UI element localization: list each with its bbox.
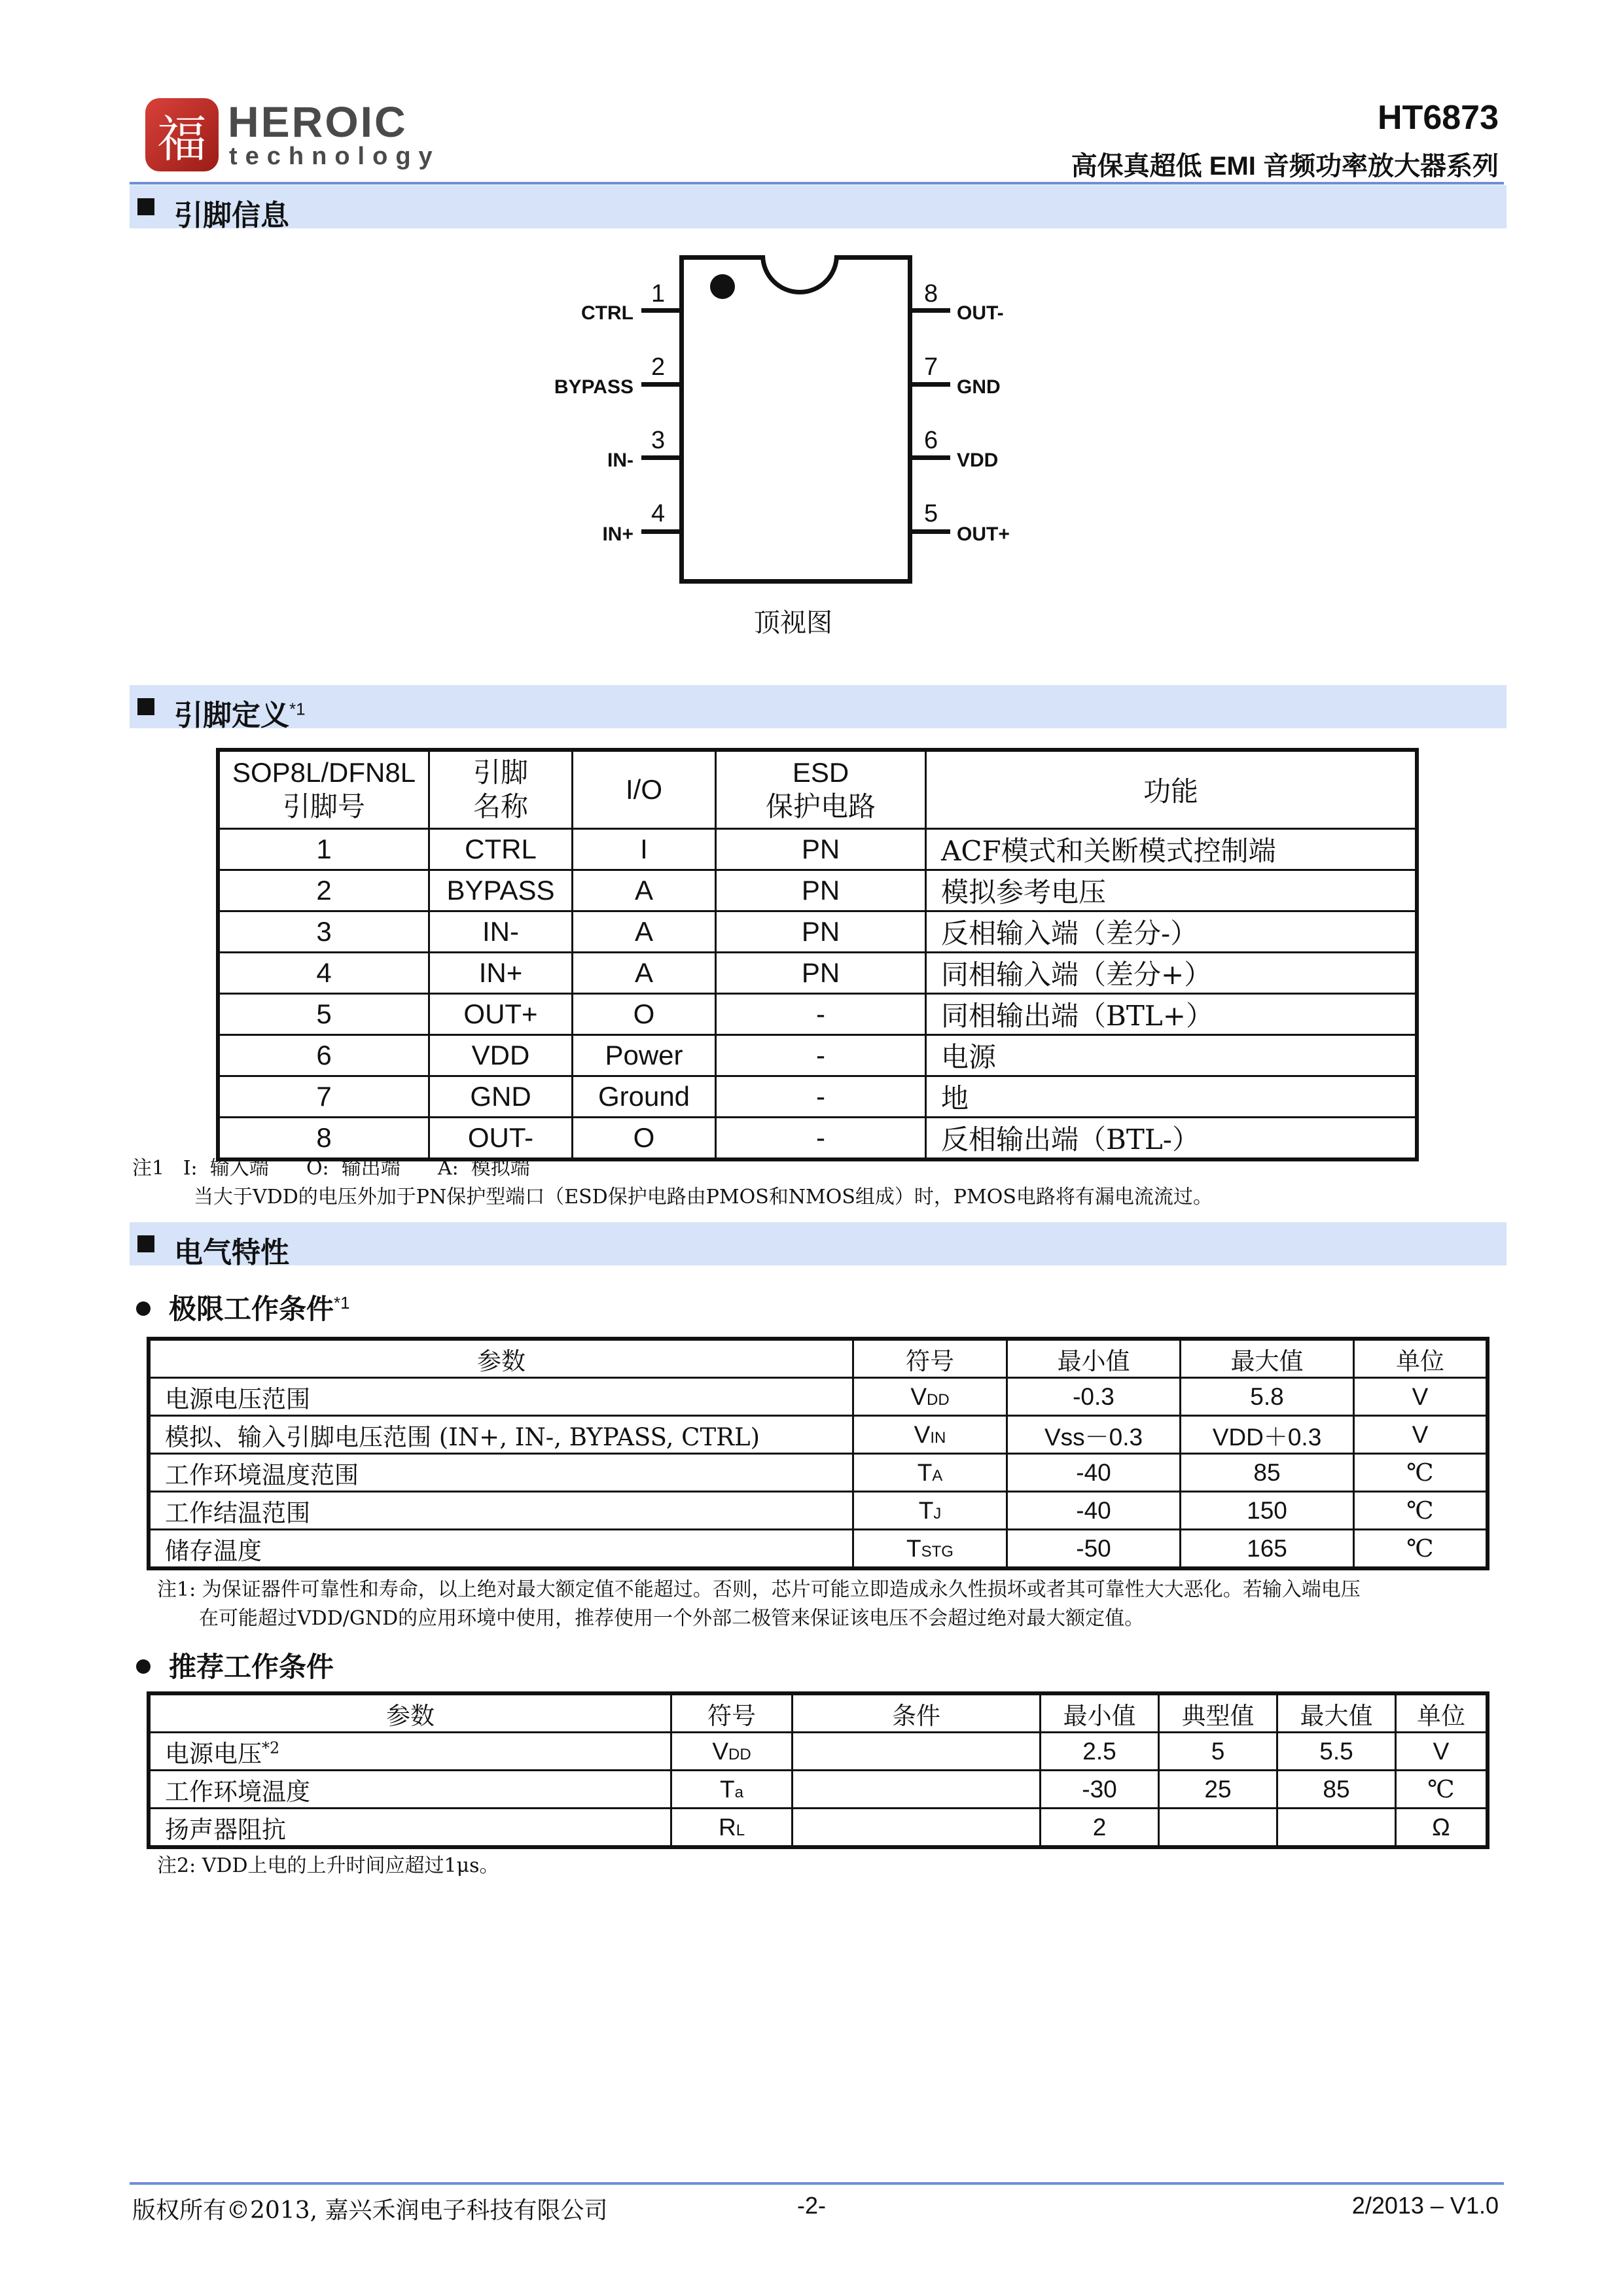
table-row [218,1076,1417,1117]
cell: 4 [218,952,429,993]
cell [1159,1809,1277,1848]
cell: IN- [429,911,573,952]
cell: - [716,1034,926,1076]
cell: Ta [671,1771,793,1809]
cell: -30 [1041,1771,1159,1809]
pin-table-note: 注1 I: 输入端 O: 输出端 A: 模拟端 [132,1157,530,1180]
chip-package [679,255,912,584]
table-row [149,1454,1488,1492]
bullet-icon [136,1659,151,1674]
section-electrical [130,1222,1507,1269]
section-title: 电气特性 [174,1237,289,1269]
table-row [218,911,1417,952]
rec-op-table [147,1691,1489,1849]
abs-max-note: 在可能超过VDD/GND的应用环境中使用，推荐使用一个外部二极管来保证该电压不会超过绝对最大额定值。 [199,1607,1145,1630]
cell: PN [716,911,926,952]
cell [1277,1809,1396,1848]
pin-label: BYPASS [554,376,633,398]
table-row [218,952,1417,993]
logo-text-technology: technology [229,143,440,170]
footer-copyright: 版权所有©2013, 嘉兴禾润电子科技有限公司 [132,2197,608,2224]
table-header-row [218,750,1417,828]
cell: 85 [1181,1454,1354,1492]
cell: 165 [1181,1530,1354,1569]
doc-title: HT6873 [1378,99,1499,137]
cell: BYPASS [429,870,573,911]
cell: - [716,993,926,1034]
cell: -40 [1007,1492,1181,1530]
cell: 工作环境温度范围 [149,1454,853,1492]
cell: TJ [853,1492,1007,1530]
cell: 反相输入端（差分-） [926,911,1418,952]
pin-label: IN+ [602,523,633,545]
cell: 储存温度 [149,1530,853,1569]
cell: -40 [1007,1454,1181,1492]
bullet-icon [136,1301,151,1316]
header-cell: 参数 [149,1693,671,1733]
cell: ℃ [1354,1492,1488,1530]
cell: ℃ [1354,1530,1488,1569]
cell: OUT- [429,1117,573,1159]
table-row [218,870,1417,911]
pin-number: 8 [924,280,938,308]
cell: A [573,952,716,993]
cell: 7 [218,1076,429,1117]
cell: PN [716,828,926,870]
pin-number: 1 [651,280,666,308]
pin-definition-table [216,748,1419,1161]
diagram-caption: 顶视图 [754,608,832,638]
cell: - [716,1117,926,1159]
table-row [149,1416,1488,1454]
cell: 工作环境温度 [149,1771,671,1809]
cell: 反相输出端（BTL-） [926,1117,1418,1159]
pin1-dot-icon [710,274,735,299]
cell: V [1354,1378,1488,1416]
cell: VDD [429,1034,573,1076]
pin-number: 3 [651,427,666,454]
cell: 电源 [926,1034,1418,1076]
pin-number: 4 [651,500,666,527]
cell: PN [716,952,926,993]
pin-lead [641,308,679,313]
cell: 同相输出端（BTL+） [926,993,1418,1034]
pin-lead [641,382,679,387]
table-row [218,828,1417,870]
cell [793,1809,1041,1848]
cell: 2 [218,870,429,911]
package-notch [760,255,839,294]
cell: 2.5 [1041,1733,1159,1771]
cell: ACF模式和关断模式控制端 [926,828,1418,870]
abs-max-table [147,1337,1489,1570]
cell: VDD [853,1378,1007,1416]
section-title: 引脚信息 [174,200,289,232]
pin-label: IN- [607,450,633,471]
pin-lead [641,455,679,460]
header-cell: 符号 [671,1693,793,1733]
cell: 1 [218,828,429,870]
section-square-icon [137,698,154,715]
cell: -0.3 [1007,1378,1181,1416]
cell: 8 [218,1117,429,1159]
cell: 5 [1159,1733,1277,1771]
header-cell: 功能 [926,750,1418,828]
header-cell: 最大值 [1181,1339,1354,1378]
cell: V [1396,1733,1488,1771]
section-square-icon [137,198,154,215]
table-row [149,1733,1488,1771]
cell: TSTG [853,1530,1007,1569]
cell: Ground [573,1076,716,1117]
cell: VDD＋0.3 [1181,1416,1354,1454]
cell: -50 [1007,1530,1181,1569]
cell: 扬声器阻抗 [149,1809,671,1848]
header-rule [130,182,1504,185]
abs-max-heading: 极限工作条件$^{*1}$ [136,1288,350,1327]
cell: VIN [853,1416,1007,1454]
pin-label: GND [957,376,1001,398]
cell: 模拟参考电压 [926,870,1418,911]
table-header-row [149,1339,1488,1378]
cell [793,1771,1041,1809]
cell: A [573,870,716,911]
cell: TA [853,1454,1007,1492]
cell: - [716,1076,926,1117]
cell: 5.8 [1181,1378,1354,1416]
cell: 电源电压范围 [149,1378,853,1416]
cell: 2 [1041,1809,1159,1848]
cell: Ω [1396,1809,1488,1848]
cell: 工作结温范围 [149,1492,853,1530]
header-cell: 单位 [1354,1339,1488,1378]
table-row [218,1034,1417,1076]
header-cell: 最大值 [1277,1693,1396,1733]
pin-label: OUT- [957,302,1004,324]
cell: VDD [671,1733,793,1771]
cell: CTRL [429,828,573,870]
cell: RL [671,1809,793,1848]
header-cell: ESD 保护电路 [716,750,926,828]
cell: O [573,1117,716,1159]
pin-label: CTRL [581,302,633,324]
pin-lead [912,382,950,387]
cell: 5 [218,993,429,1034]
section-pin-def [130,685,1507,732]
table-row [149,1492,1488,1530]
pin-table-note: 当大于VDD的电压外加于PN保护型端口（ESD保护电路由PMOS和NMOS组成）时，PMOS电路将有漏电流流过。 [194,1186,1213,1209]
pin-label: VDD [957,450,999,471]
cell: 同相输入端（差分+） [926,952,1418,993]
cell: 85 [1277,1771,1396,1809]
table-header-row [149,1693,1488,1733]
footer-page-number: -2- [797,2192,826,2219]
cell: V [1354,1416,1488,1454]
pin-number: 2 [651,353,666,381]
cell: Vss－0.3 [1007,1416,1181,1454]
cell: Power [573,1034,716,1076]
cell: 模拟、输入引脚电压范围 (IN+, IN-, BYPASS, CTRL) [149,1416,853,1454]
pin-number: 7 [924,353,938,381]
cell: 5.5 [1277,1733,1396,1771]
cell: PN [716,870,926,911]
cell: 150 [1181,1492,1354,1530]
cell: A [573,911,716,952]
cell: ℃ [1396,1771,1488,1809]
cell: ℃ [1354,1454,1488,1492]
table-row [218,993,1417,1034]
header-cell: 单位 [1396,1693,1488,1733]
rec-op-heading: 推荐工作条件 [136,1646,334,1685]
pin-lead [641,529,679,534]
pin-lead [912,529,950,534]
cell: 地 [926,1076,1418,1117]
pin-lead [912,455,950,460]
table-row [149,1530,1488,1569]
cell: I [573,828,716,870]
cell: 25 [1159,1771,1277,1809]
company-logo: 福 [145,98,219,171]
cell: GND [429,1076,573,1117]
header-cell: 参数 [149,1339,853,1378]
cell: 3 [218,911,429,952]
header-cell: I/O [573,750,716,828]
pin-number: 6 [924,427,938,454]
header-cell: 最小值 [1041,1693,1159,1733]
section-title: 引脚定义$^{*1}$ [174,699,306,732]
doc-subtitle: 高保真超低 EMI 音频功率放大器系列 [1071,152,1499,181]
cell: 6 [218,1034,429,1076]
footer-version: 2/2013 – V1.0 [1351,2192,1499,2219]
footer-rule [130,2182,1504,2185]
pin-lead [912,308,950,313]
header-cell: 典型值 [1159,1693,1277,1733]
header-cell: SOP8L/DFN8L 引脚号 [218,750,429,828]
logo-text-heroic: HEROIC [228,97,408,146]
cell: OUT+ [429,993,573,1034]
header-cell: 条件 [793,1693,1041,1733]
header-cell: 符号 [853,1339,1007,1378]
cell [793,1733,1041,1771]
cell: 电源电压$^{*2}$ [149,1733,671,1771]
section-pin-info [130,185,1507,232]
cell: IN+ [429,952,573,993]
header-cell: 引脚 名称 [429,750,573,828]
table-row [149,1378,1488,1416]
table-row [149,1771,1488,1809]
header-cell: 最小值 [1007,1339,1181,1378]
section-square-icon [137,1235,154,1252]
pin-label: OUT+ [957,523,1010,545]
rec-op-note: 注2: VDD上电的上升时间应超过1μs。 [157,1854,499,1877]
cell: O [573,993,716,1034]
abs-max-note: 注1: 为保证器件可靠性和寿命，以上绝对最大额定值不能超过。否则，芯片可能立即造成永久性损坏或者其可靠性大大恶化。若输入端电压 [157,1578,1361,1601]
table-row [149,1809,1488,1848]
pin-number: 5 [924,500,938,527]
